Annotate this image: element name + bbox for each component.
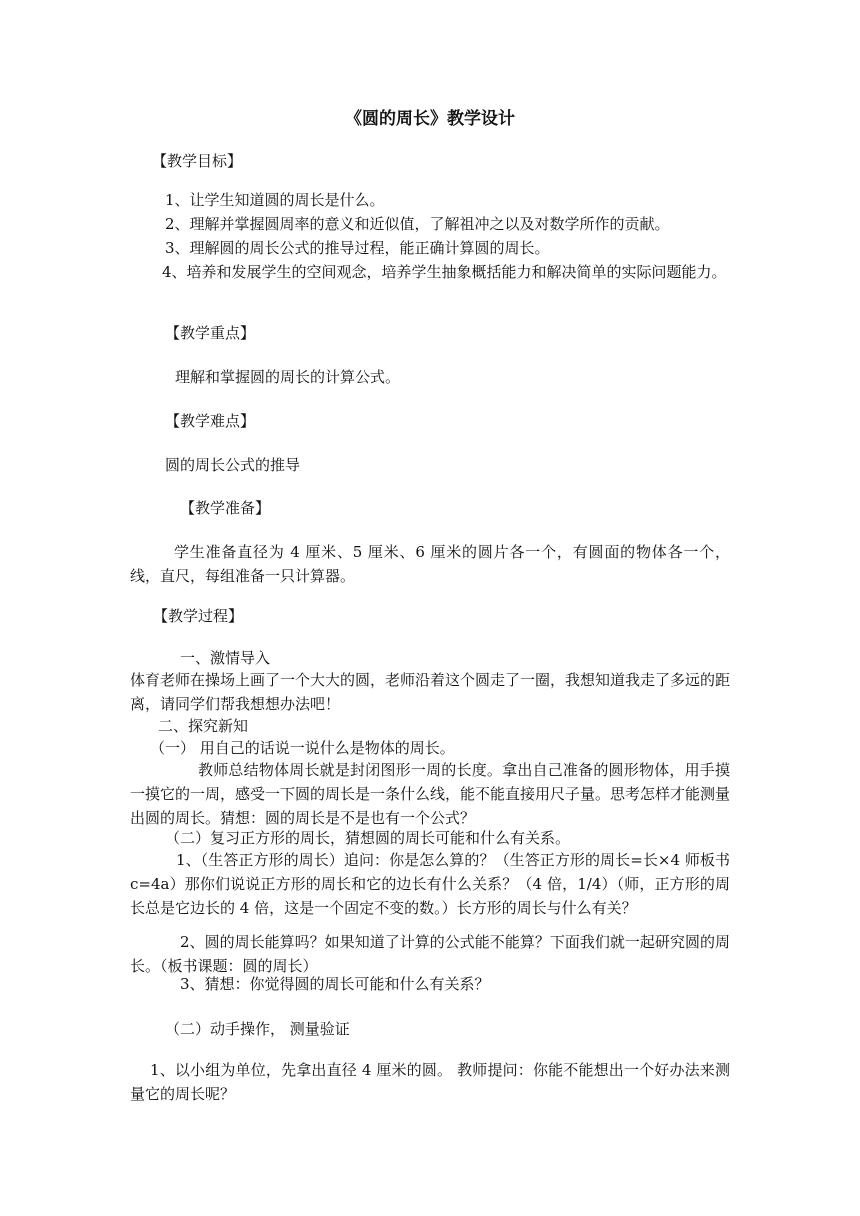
difficulty-text: 圆的周长公式的推导 [165,456,301,474]
explore-sub3-heading: （二）动手操作， 测量验证 [165,1020,350,1038]
difficulty-heading: 【教学难点】 [165,412,256,430]
explore-sub1-text: 教师总结物体周长就是封闭图形一周的长度。拿出自己准备的圆形物体，用手摸一摸它的一周，感受一下圆的周长是一条什么线，能不能直接用尺子量。思考怎样才能测量出圆的周长。猜想：圆的周长是不是也有一个公式？ [130,761,731,827]
explore-sub2-item-3: 3、猜想：你觉得圆的周长可能和什么有关系？ [180,975,490,993]
key-heading: 【教学重点】 [165,324,256,342]
prep-heading: 【教学准备】 [180,499,271,517]
goal-item-4: 4、培养和发展学生的空间观念，培养学生抽象概括能力和解决简单的实际问题能力。 [162,263,727,281]
explore-sub2-heading: （二）复习正方形的周长，猜想圆的周长可能和什么有关系。 [165,829,571,847]
document-title: 《圆的周长》教学设计 [345,109,515,129]
explore-sub2-item-1: 1、（生答正方形的周长）追问：你是怎么算的？（生答正方形的周长=长×4 师板书 c=4a）那你们说说正方形的周长和它的边长有什么关系？（4 倍，1/4）（师，正方形的周长总是它边长的 4 倍，这是一个固定不变的数。）长方形的周长与什么有关？ [130,851,730,917]
goal-item-2: 2、理解并掌握圆周率的意义和近似值，了解祖冲之以及对数学所作的贡献。 [165,215,670,233]
explore-sub2-item-2: 2、圆的周长能算吗？如果知道了计算的公式能不能算？下面我们就一起研究圆的周长。（板书课题：圆的周长） [130,933,730,975]
process-intro-text: 体育老师在操场上画了一个大大的圆，老师沿着这个圆走了一圈，我想知道我走了多远的距离，请同学们帮我想想办法吧！ [130,671,731,713]
process-heading: 【教学过程】 [153,607,244,625]
process-explore-heading: 二、探究新知 [158,717,249,735]
process-intro-heading: 一、激情导入 [180,649,271,667]
key-text: 理解和掌握圆的周长的计算公式。 [175,368,401,386]
explore-sub1-heading: （一） 用自己的话说一说什么是物体的周长。 [150,739,455,757]
prep-text: 学生准备直径为 4 厘米、5 厘米、6 厘米的圆片各一个，有圆面的物体各一个，线，直尺，每组准备一只计算器。 [130,543,730,585]
explore-sub3-item-1: 1、以小组为单位，先拿出直径 4 厘米的圆。 教师提问：你能不能想出一个好办法来测量它的周长呢？ [130,1061,730,1103]
goals-heading: 【教学目标】 [152,152,243,170]
goal-item-1: 1、让学生知道圆的周长是什么。 [165,191,385,209]
goal-item-3: 3、理解圆的周长公式的推导过程，能正确计算圆的周长。 [165,239,550,257]
